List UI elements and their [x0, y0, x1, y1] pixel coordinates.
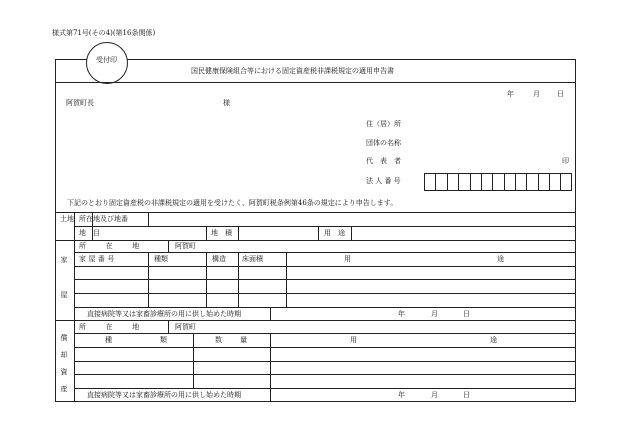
title-divider — [55, 82, 576, 83]
corp-number-label: 法 人 番 号 — [366, 177, 401, 185]
house-usage-year: 年 — [398, 310, 405, 318]
date-month: 月 — [533, 90, 540, 98]
house-usage-day: 日 — [463, 310, 470, 318]
applicant-org-label: 団体の名称 — [366, 139, 401, 147]
reception-stamp-label: 受付印 — [96, 56, 117, 64]
house-location-label: 所 在 地 — [79, 242, 146, 250]
form-frame — [55, 56, 576, 402]
depreciable-usage-year: 年 — [398, 391, 405, 399]
date-year: 年 — [507, 90, 514, 98]
addressee-honorific: 様 — [223, 99, 230, 107]
depreciable-col-use-2: 途 — [490, 336, 497, 344]
house-col-structure: 構造 — [212, 255, 226, 263]
house-col-kind: 種類 — [154, 255, 168, 263]
house-section-label: 家屋 — [60, 256, 68, 326]
depreciable-usage-day: 日 — [463, 391, 470, 399]
depreciable-section-label: 償却資産 — [60, 334, 68, 402]
land-section-label: 土地 — [60, 215, 74, 223]
form-title: 国民健康保険組合等における固定資産税非課税規定の適用申告書 — [191, 67, 394, 75]
house-usage-start-label: 直接病院等又は家畜診療所の用に供し始めた時期 — [87, 310, 241, 318]
depreciable-col-qty-1: 数 — [215, 336, 222, 344]
house-col-floor-area: 床面積 — [242, 255, 263, 263]
depreciable-col-use-1: 用 — [350, 336, 357, 344]
applicant-representative-label: 代 表 者 — [366, 157, 401, 165]
depreciable-col-qty-2: 量 — [240, 336, 247, 344]
depreciable-col-kind-1: 種 — [105, 336, 112, 344]
depreciable-usage-start-label: 直接病院等又は家畜診療所の用に供し始めた時期 — [87, 391, 241, 399]
depreciable-usage-month: 月 — [431, 391, 438, 399]
seal-mark: 印 — [562, 157, 569, 165]
land-use-label: 用 途 — [324, 229, 345, 237]
land-area-label: 地 積 — [211, 229, 232, 237]
house-col-use-1: 用 — [344, 255, 351, 263]
applicant-address-label: 住（居）所 — [366, 120, 401, 128]
depreciable-location-label: 所 在 地 — [79, 323, 146, 331]
house-col-number: 家屋番号 — [79, 255, 117, 263]
land-chimoku-label: 地 目 — [79, 229, 100, 237]
depreciable-col-kind-2: 類 — [160, 336, 167, 344]
house-col-use-2: 途 — [497, 255, 504, 263]
depreciable-location-value: 阿賀町 — [175, 323, 196, 331]
date-day: 日 — [557, 90, 564, 98]
addressee-name: 阿賀町長 — [66, 99, 94, 107]
land-location-label: 所在地及び地番 — [79, 215, 128, 223]
declaration-text: 下記のとおり固定資産税の非課税規定の適用を受けたく、阿賀町税条例第46条の規定により申告します。 — [67, 199, 398, 207]
form-number: 様式第71号(その4)(第16条関係) — [52, 29, 156, 37]
house-location-value: 阿賀町 — [175, 242, 196, 250]
land-location-field[interactable] — [149, 213, 575, 225]
house-usage-month: 月 — [431, 310, 438, 318]
